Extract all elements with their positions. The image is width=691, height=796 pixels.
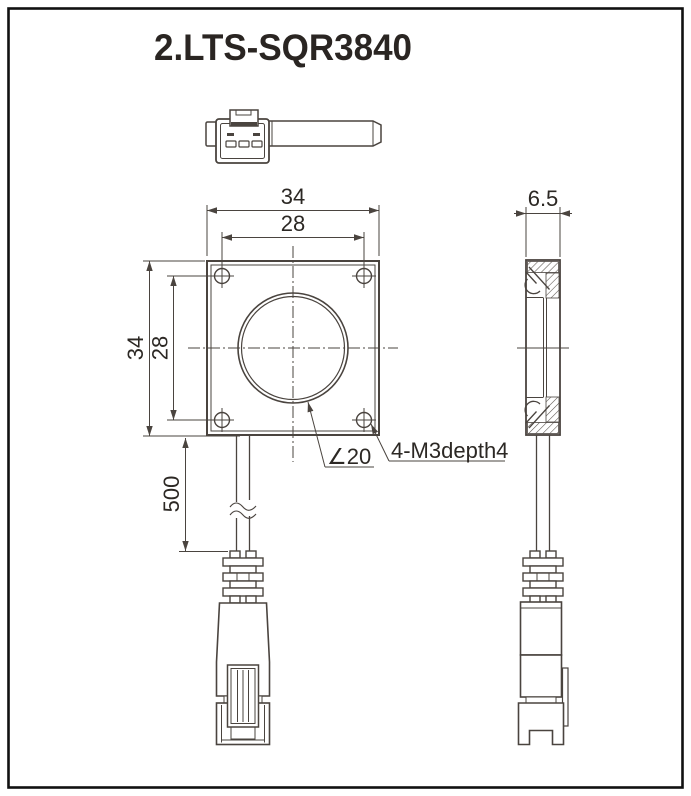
dim-thickness: 6.5 [527,186,559,211]
dim-front-width: 34 [280,184,306,209]
dim-hole-spacing-x: 28 [280,211,306,236]
front-connector [217,551,270,745]
label-aperture-diameter: ∠20 [327,444,372,469]
side-connector [519,551,569,745]
connector-housing [521,602,562,655]
dim-front-height: 34 [123,335,148,361]
border-frame [9,9,683,788]
label-mounting-holes: 4-M3depth4 [391,438,509,463]
strain-relief [223,551,263,603]
strain-relief [523,551,563,603]
dim-hole-spacing-y: 28 [147,335,173,361]
dim-cable-length: 500 [159,475,184,513]
drawing-title: 2.LTS-SQR3840 [154,27,412,68]
